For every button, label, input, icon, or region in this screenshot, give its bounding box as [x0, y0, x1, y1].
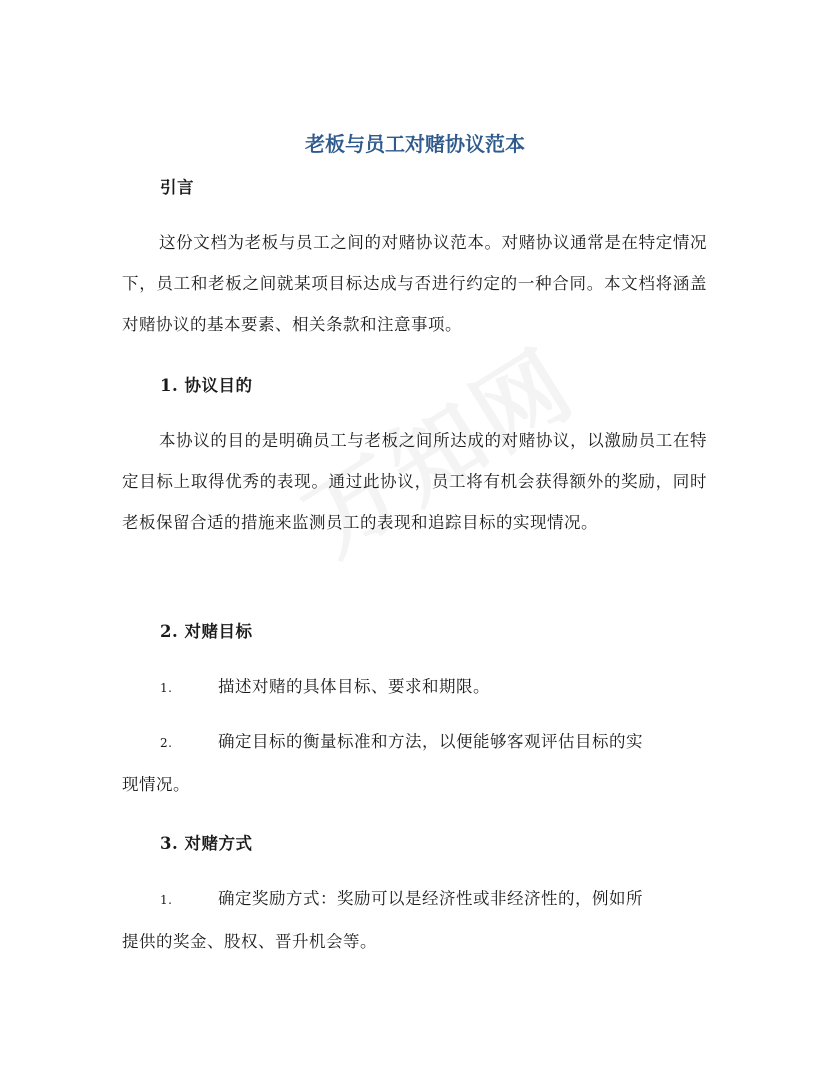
list-number: 1. — [160, 681, 173, 695]
list-item-text: 确定奖励方式：奖励可以是经济性或非经济性的，例如所 — [218, 889, 643, 908]
document-title: 老板与员工对赌协议范本 — [305, 132, 525, 156]
intro-paragraph: 这份文档为老板与员工之间的对赌协议范本。对赌协议通常是在特定情况下，员工和老板之间就某项目标达成与否进行约定的一种合同。本文档将涵盖对赌协议的基本要素、相关条款和注意事项。 — [122, 233, 707, 334]
list-item-text-continued: 现情况。 — [122, 775, 190, 794]
intro-heading: 引言 — [160, 178, 194, 197]
list-item-text-continued: 提供的奖金、股权、晋升机会等。 — [122, 932, 377, 951]
section-3-heading: 3. 对赌方式 — [160, 834, 253, 853]
section-2-item-2 — [122, 721, 707, 805]
list-item-text: 确定目标的衡量标准和方法，以便能够客观评估目标的实 — [218, 732, 643, 751]
section-2-heading: 2. 对赌目标 — [160, 622, 253, 641]
list-number: 1. — [160, 893, 173, 907]
list-item-text: 描述对赌的具体目标、要求和期限。 — [218, 677, 490, 696]
list-number: 2. — [160, 736, 173, 750]
section-1-paragraph: 本协议的目的是明确员工与老板之间所达成的对赌协议，以激励员工在特定目标上取得优秀的表现。通过此协议，员工将有机会获得额外的奖励，同时老板保留合适的措施来监测员工的表现和追踪目标的实现情况。 — [122, 431, 707, 532]
section-3-item-1 — [122, 878, 707, 962]
section-1-heading: 1. 协议目的 — [160, 376, 253, 395]
section-2-item-1 — [122, 666, 707, 709]
